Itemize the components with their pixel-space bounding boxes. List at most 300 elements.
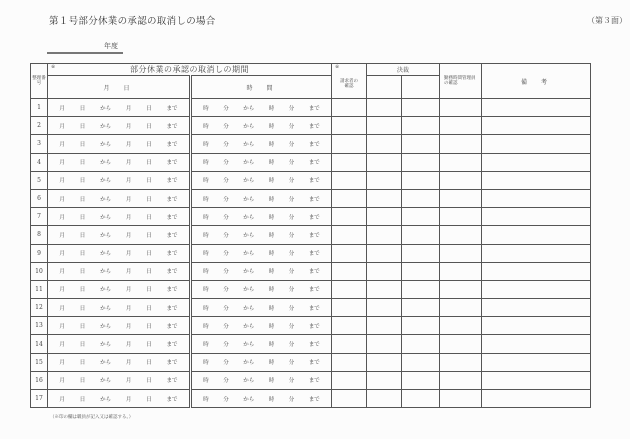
time-range-cell[interactable] — [191, 226, 332, 244]
row-number: 4 — [31, 153, 48, 171]
date-unit-label: 月 — [125, 378, 132, 385]
time-unit-label: 分 — [288, 214, 295, 221]
requester-check-cell[interactable] — [332, 117, 367, 135]
date-unit-label: まで — [166, 305, 178, 312]
time-unit-label: 時 — [268, 123, 275, 130]
approval-cell-1[interactable] — [367, 262, 402, 280]
approval-cell-2[interactable] — [402, 390, 440, 408]
approval-cell-1[interactable] — [367, 171, 402, 189]
date-unit-label: 日 — [79, 196, 86, 203]
time-unit-label: 分 — [288, 378, 295, 385]
remarks-cell[interactable] — [482, 135, 591, 153]
time-unit-label: から — [243, 342, 255, 349]
approval-cell-2[interactable] — [402, 76, 440, 99]
date-unit-label: から — [100, 178, 112, 185]
time-range-cell[interactable] — [191, 153, 332, 171]
manager-check-cell[interactable] — [440, 280, 482, 298]
manager-check-cell[interactable] — [440, 262, 482, 280]
time-unit-label: から — [243, 396, 255, 403]
manager-check-cell[interactable] — [440, 371, 482, 389]
time-range-cell[interactable] — [191, 117, 332, 135]
time-range-cell[interactable] — [191, 99, 332, 117]
date-unit-label: 月 — [59, 287, 65, 294]
time-unit-label: 時 — [268, 105, 275, 112]
time-unit-label: 時 — [203, 360, 209, 367]
time-unit-label: 時 — [203, 251, 209, 258]
date-unit-label: から — [100, 160, 112, 167]
date-unit-label: から — [100, 323, 112, 330]
time-unit-label: 時 — [203, 160, 209, 167]
date-range-cell[interactable] — [48, 390, 191, 408]
time-unit-label: 時 — [203, 342, 209, 349]
time-unit-label: 分 — [288, 269, 295, 276]
date-unit-label: 日 — [79, 251, 86, 258]
time-range-cell[interactable] — [191, 335, 332, 353]
table-row — [31, 135, 591, 153]
date-unit-label: まで — [166, 378, 178, 385]
time-unit-label: 分 — [288, 360, 295, 367]
remarks-cell[interactable] — [482, 390, 591, 408]
time-unit-label: まで — [308, 305, 320, 312]
date-unit-label: 月 — [125, 305, 132, 312]
date-unit-label: 月 — [125, 232, 132, 239]
date-unit-label: まで — [166, 251, 178, 258]
time-unit-label: 分 — [223, 232, 229, 239]
time-unit-label: まで — [308, 251, 320, 258]
date-unit-label: まで — [166, 196, 178, 203]
date-unit-label: から — [100, 269, 112, 276]
date-unit-label: から — [100, 378, 112, 385]
time-unit-label: から — [243, 360, 255, 367]
requester-check-cell[interactable] — [332, 99, 367, 117]
approval-cell-1[interactable] — [367, 135, 402, 153]
date-unit-label: 月 — [125, 160, 132, 167]
time-unit-label: 時 — [268, 287, 275, 294]
row-number: 5 — [31, 171, 48, 189]
time-unit-label: 分 — [288, 196, 295, 203]
time-unit-label: 時 — [203, 105, 209, 112]
date-unit-label: 日 — [79, 323, 86, 330]
manager-check-cell[interactable] — [440, 153, 482, 171]
requester-check-cell[interactable] — [332, 317, 367, 335]
remarks-cell[interactable] — [482, 153, 591, 171]
manager-check-cell[interactable] — [440, 353, 482, 371]
approval-cell-2[interactable] — [402, 135, 440, 153]
approval-cell-2[interactable] — [402, 153, 440, 171]
time-unit-label: 時 — [268, 269, 275, 276]
date-unit-label: 月 — [59, 305, 65, 312]
time-unit-label: 分 — [288, 396, 295, 403]
requester-check-cell[interactable] — [332, 135, 367, 153]
approval-cell-2[interactable] — [402, 189, 440, 207]
remarks-cell[interactable] — [482, 371, 591, 389]
time-unit-label: 分 — [288, 342, 295, 349]
requester-check-cell[interactable] — [332, 244, 367, 262]
approval-cell-2[interactable] — [402, 117, 440, 135]
time-unit-label: 分 — [288, 160, 295, 167]
date-unit-label: 日 — [146, 105, 152, 112]
approval-cell-1[interactable] — [367, 390, 402, 408]
time-range-cell[interactable] — [191, 135, 332, 153]
date-unit-label: から — [100, 287, 112, 294]
time-unit-label: から — [243, 160, 255, 167]
manager-check-cell[interactable] — [440, 135, 482, 153]
requester-check-cell[interactable] — [332, 353, 367, 371]
date-range-cell[interactable] — [48, 208, 191, 226]
time-unit-label: 時 — [203, 214, 209, 221]
requester-check-cell[interactable] — [332, 226, 367, 244]
remarks-cell[interactable] — [482, 299, 591, 317]
table-row — [31, 317, 591, 335]
remarks-cell[interactable] — [482, 244, 591, 262]
date-unit-label: 日 — [146, 160, 152, 167]
period-header: ※ 部分休業の承認の取消しの期間 — [48, 64, 332, 76]
time-range-cell[interactable] — [191, 171, 332, 189]
time-unit-label: から — [243, 141, 255, 148]
table-row — [31, 99, 591, 117]
date-range-cell[interactable] — [48, 153, 191, 171]
table-row — [31, 335, 591, 353]
time-range-cell[interactable] — [191, 189, 332, 207]
date-unit-label: 月 — [125, 141, 132, 148]
date-unit-label: 日 — [146, 123, 152, 130]
date-unit-label: 日 — [146, 196, 152, 203]
approval-cell-1[interactable] — [367, 99, 402, 117]
date-unit-label: 月 — [59, 141, 65, 148]
table-row — [31, 153, 591, 171]
time-unit-label: 時 — [268, 141, 275, 148]
staff-mark: ※ — [335, 64, 340, 70]
remarks-cell[interactable] — [482, 353, 591, 371]
date-unit-label: から — [100, 232, 112, 239]
approval-cell-2[interactable] — [402, 208, 440, 226]
table-row — [31, 262, 591, 280]
remarks-cell[interactable] — [482, 171, 591, 189]
time-unit-label: 分 — [223, 269, 229, 276]
time-unit-label: 分 — [288, 232, 295, 239]
requester-check-cell[interactable] — [332, 171, 367, 189]
requester-check-cell[interactable] — [332, 208, 367, 226]
approval-cell-2[interactable] — [402, 317, 440, 335]
time-unit-label: まで — [308, 141, 320, 148]
time-unit-label: 分 — [223, 178, 229, 185]
remarks-cell[interactable] — [482, 335, 591, 353]
row-number: 6 — [31, 189, 48, 207]
time-unit-label: 分 — [288, 287, 295, 294]
date-unit-label: 月 — [59, 360, 65, 367]
date-unit-label: 月 — [59, 214, 65, 221]
year-input-line[interactable] — [47, 52, 123, 54]
time-unit-label: 時 — [203, 396, 209, 403]
date-unit-label: 月 — [125, 105, 132, 112]
remarks-cell[interactable] — [482, 317, 591, 335]
approval-cell-2[interactable] — [402, 262, 440, 280]
date-unit-label: 日 — [146, 305, 152, 312]
time-unit-label: から — [243, 196, 255, 203]
date-unit-label: 月 — [59, 160, 65, 167]
time-unit-label: まで — [308, 123, 320, 130]
requester-check-cell[interactable] — [332, 335, 367, 353]
time-unit-label: 分 — [223, 360, 229, 367]
date-unit-label: 月 — [59, 396, 65, 403]
row-number: 16 — [31, 371, 48, 389]
time-unit-label: 分 — [223, 196, 229, 203]
date-range-cell[interactable] — [48, 335, 191, 353]
date-unit-label: 月 — [59, 178, 65, 185]
date-range-cell[interactable] — [48, 262, 191, 280]
time-unit-label: 分 — [223, 396, 229, 403]
date-range-cell[interactable] — [48, 99, 191, 117]
time-range-cell[interactable] — [191, 390, 332, 408]
time-unit-label: 時 — [268, 214, 275, 221]
time-unit-label: まで — [308, 323, 320, 330]
date-unit-label: 月 — [125, 269, 132, 276]
date-unit-label: 月 — [125, 360, 132, 367]
approval-cell-2[interactable] — [402, 280, 440, 298]
row-number: 1 — [31, 99, 48, 117]
date-unit-label: 日 — [146, 287, 152, 294]
time-unit-label: 時 — [268, 232, 275, 239]
manager-check-cell[interactable] — [440, 299, 482, 317]
manager-check-cell[interactable] — [440, 117, 482, 135]
time-unit-label: 分 — [223, 323, 229, 330]
approval-cell-1[interactable] — [367, 280, 402, 298]
date-unit-label: から — [100, 396, 112, 403]
date-range-cell[interactable] — [48, 317, 191, 335]
date-unit-label: から — [100, 141, 112, 148]
date-unit-label: 月 — [125, 178, 132, 185]
requester-check-cell[interactable] — [332, 390, 367, 408]
date-unit-label: まで — [166, 232, 178, 239]
remarks-cell[interactable] — [482, 189, 591, 207]
date-unit-label: 日 — [79, 378, 86, 385]
manager-check-cell[interactable] — [440, 335, 482, 353]
date-unit-label: 日 — [146, 342, 152, 349]
time-unit-label: から — [243, 178, 255, 185]
date-range-cell[interactable] — [48, 226, 191, 244]
time-unit-label: 分 — [223, 214, 229, 221]
time-unit-label: 時 — [268, 323, 275, 330]
date-unit-label: 日 — [146, 396, 152, 403]
approval-cell-1[interactable] — [367, 371, 402, 389]
time-unit-label: まで — [308, 232, 320, 239]
date-range-cell[interactable] — [48, 244, 191, 262]
date-unit-label: 月 — [59, 251, 65, 258]
approval-cell-1[interactable] — [367, 153, 402, 171]
time-unit-label: 分 — [223, 123, 229, 130]
date-unit-label: から — [100, 251, 112, 258]
approval-cell-2[interactable] — [402, 226, 440, 244]
time-range-cell[interactable] — [191, 317, 332, 335]
date-unit-label: から — [100, 342, 112, 349]
time-unit-label: 分 — [288, 178, 295, 185]
approval-cell-1[interactable] — [367, 208, 402, 226]
approval-cell-1[interactable] — [367, 76, 402, 99]
date-unit-label: まで — [166, 360, 178, 367]
time-range-cell[interactable] — [191, 208, 332, 226]
date-unit-label: 日 — [79, 105, 86, 112]
approval-cell-1[interactable] — [367, 335, 402, 353]
table-row — [31, 226, 591, 244]
date-range-cell[interactable] — [48, 299, 191, 317]
time-unit-label: 分 — [223, 141, 229, 148]
table-row — [31, 171, 591, 189]
manager-check-cell[interactable] — [440, 99, 482, 117]
date-unit-label: 日 — [146, 378, 152, 385]
time-unit-label: 分 — [288, 251, 295, 258]
time-unit-label: 時 — [203, 232, 209, 239]
time-range-cell[interactable] — [191, 299, 332, 317]
time-unit-label: まで — [308, 287, 320, 294]
date-unit-label: 月 — [125, 214, 132, 221]
manager-check-cell[interactable] — [440, 189, 482, 207]
requester-check-cell[interactable] — [332, 189, 367, 207]
manager-check-cell[interactable] — [440, 390, 482, 408]
date-unit-label: 日 — [146, 323, 152, 330]
time-range-cell[interactable] — [191, 244, 332, 262]
time-unit-label: まで — [308, 396, 320, 403]
approval-cell-1[interactable] — [367, 299, 402, 317]
date-unit-label: 日 — [79, 160, 86, 167]
time-unit-label: まで — [308, 105, 320, 112]
date-unit-label: 月 — [59, 232, 65, 239]
time-unit-label: 時 — [203, 196, 209, 203]
time-unit-label: 分 — [288, 141, 295, 148]
date-unit-label: 日 — [79, 232, 86, 239]
date-range-cell[interactable] — [48, 189, 191, 207]
row-number: 3 — [31, 135, 48, 153]
time-unit-label: まで — [308, 178, 320, 185]
date-range-cell[interactable] — [48, 371, 191, 389]
date-unit-label: 月 — [125, 287, 132, 294]
cancellation-table — [30, 63, 591, 408]
table-row — [31, 244, 591, 262]
approval-cell-1[interactable] — [367, 189, 402, 207]
date-unit-label: 日 — [79, 123, 86, 130]
date-unit-label: 月 — [59, 105, 65, 112]
date-unit-label: 月 — [125, 123, 132, 130]
date-unit-label: 月 — [125, 342, 132, 349]
time-unit-label: まで — [308, 214, 320, 221]
date-unit-label: 月 — [59, 269, 65, 276]
remarks-header: 備 考 — [482, 64, 591, 99]
date-unit-label: まで — [166, 269, 178, 276]
requester-check-cell[interactable] — [332, 371, 367, 389]
remarks-cell[interactable] — [482, 226, 591, 244]
date-unit-label: まで — [166, 287, 178, 294]
table-row — [31, 371, 591, 389]
row-number: 7 — [31, 208, 48, 226]
year-label: 年度 — [104, 42, 118, 50]
date-unit-label: 日 — [79, 269, 86, 276]
time-range-cell[interactable] — [191, 371, 332, 389]
time-unit-label: 時 — [268, 305, 275, 312]
remarks-cell[interactable] — [482, 117, 591, 135]
time-unit-label: 時 — [268, 178, 275, 185]
time-unit-label: から — [243, 123, 255, 130]
row-number: 9 — [31, 244, 48, 262]
time-unit-label: 時 — [268, 251, 275, 258]
date-unit-label: 日 — [79, 342, 86, 349]
approval-cell-2[interactable] — [402, 371, 440, 389]
date-range-cell[interactable] — [48, 117, 191, 135]
time-unit-label: 分 — [223, 287, 229, 294]
manager-check-cell[interactable] — [440, 226, 482, 244]
time-unit-label: から — [243, 287, 255, 294]
approval-cell-1[interactable] — [367, 244, 402, 262]
time-unit-label: 分 — [223, 378, 229, 385]
approval-cell-2[interactable] — [402, 99, 440, 117]
time-unit-label: 時 — [203, 269, 209, 276]
requester-check-cell[interactable] — [332, 262, 367, 280]
manager-header: 勤務時間管理員の確認 — [440, 64, 482, 99]
approval-cell-1[interactable] — [367, 117, 402, 135]
time-unit-label: 分 — [288, 123, 295, 130]
date-unit-label: 日 — [79, 360, 86, 367]
manager-check-cell[interactable] — [440, 317, 482, 335]
manager-check-cell[interactable] — [440, 208, 482, 226]
date-unit-label: まで — [166, 342, 178, 349]
approval-cell-2[interactable] — [402, 353, 440, 371]
date-range-cell[interactable] — [48, 171, 191, 189]
date-unit-label: から — [100, 105, 112, 112]
requester-check-cell[interactable] — [332, 153, 367, 171]
date-unit-label: まで — [166, 123, 178, 130]
date-range-cell[interactable] — [48, 280, 191, 298]
time-range-cell[interactable] — [191, 280, 332, 298]
table-row — [31, 208, 591, 226]
time-unit-label: 時 — [268, 396, 275, 403]
approval-cell-1[interactable] — [367, 317, 402, 335]
approval-cell-1[interactable] — [367, 353, 402, 371]
date-range-cell[interactable] — [48, 353, 191, 371]
approval-cell-1[interactable] — [367, 226, 402, 244]
remarks-cell[interactable] — [482, 280, 591, 298]
remarks-cell[interactable] — [482, 262, 591, 280]
date-unit-label: まで — [166, 323, 178, 330]
date-unit-label: 日 — [146, 360, 152, 367]
remarks-cell[interactable] — [482, 208, 591, 226]
time-unit-label: から — [243, 305, 255, 312]
date-unit-label: 月 — [59, 196, 65, 203]
remarks-cell[interactable] — [482, 99, 591, 117]
approval-cell-2[interactable] — [402, 335, 440, 353]
footnote: （※印の欄は職員が記入又は確認する。） — [50, 415, 134, 420]
time-range-cell[interactable] — [191, 262, 332, 280]
time-header: 時 間 — [191, 76, 332, 99]
requester-check-cell[interactable] — [332, 280, 367, 298]
row-number: 13 — [31, 317, 48, 335]
manager-check-cell[interactable] — [440, 171, 482, 189]
date-unit-label: まで — [166, 160, 178, 167]
date-unit-label: から — [100, 196, 112, 203]
approval-cell-2[interactable] — [402, 299, 440, 317]
date-range-cell[interactable] — [48, 135, 191, 153]
approval-cell-2[interactable] — [402, 244, 440, 262]
time-unit-label: 分 — [223, 342, 229, 349]
row-number: 11 — [31, 280, 48, 298]
manager-check-cell[interactable] — [440, 244, 482, 262]
date-unit-label: 日 — [79, 214, 86, 221]
date-unit-label: まで — [166, 178, 178, 185]
date-unit-label: まで — [166, 141, 178, 148]
time-unit-label: 分 — [223, 305, 229, 312]
date-header: 月 日 — [48, 76, 191, 99]
time-range-cell[interactable] — [191, 353, 332, 371]
date-unit-label: 月 — [59, 342, 65, 349]
approval-cell-2[interactable] — [402, 171, 440, 189]
requester-check-cell[interactable] — [332, 299, 367, 317]
